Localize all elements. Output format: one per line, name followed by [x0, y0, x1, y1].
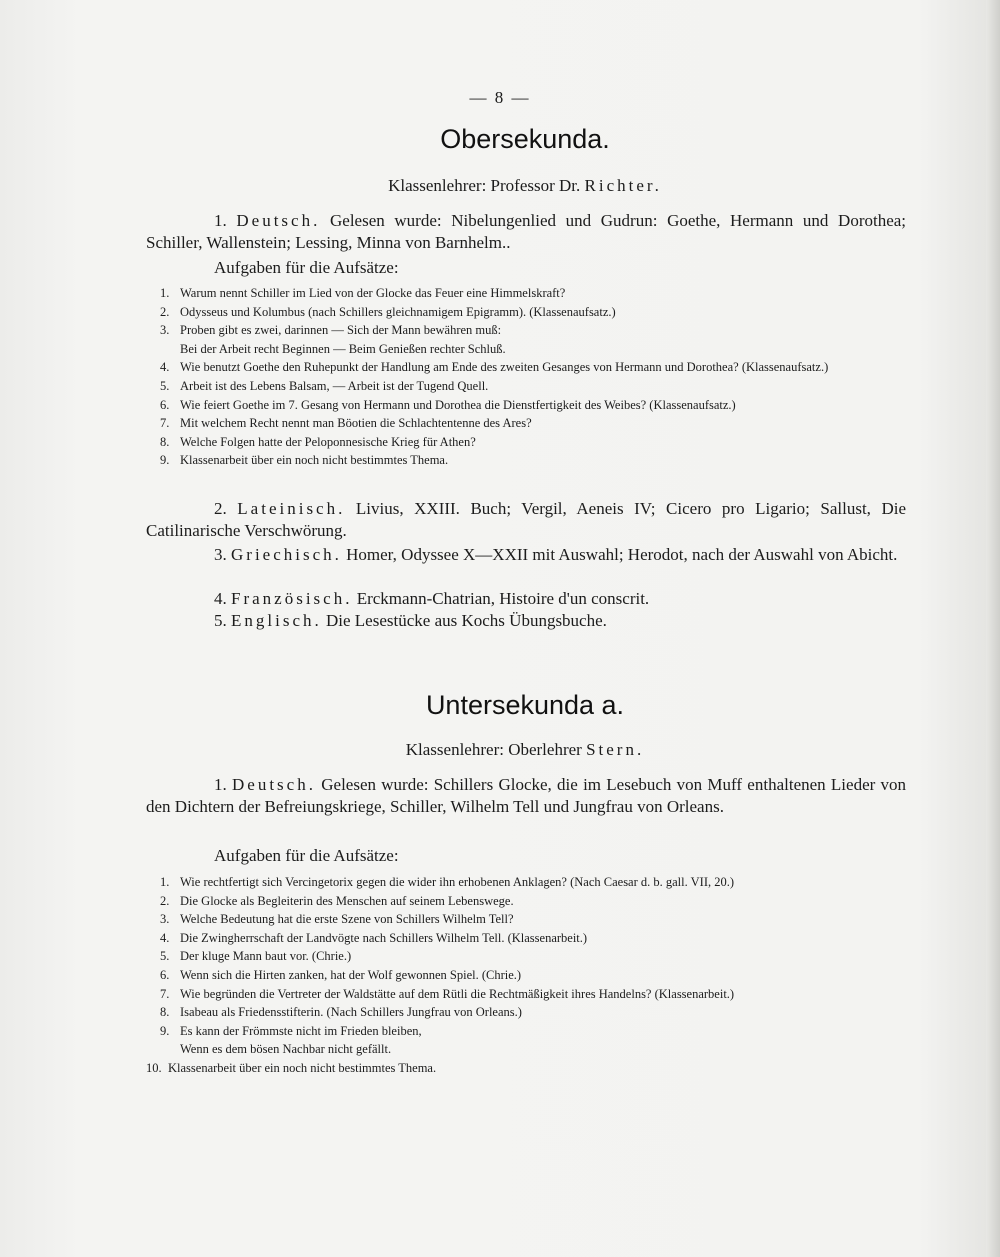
- list-item: 10. Klassenarbeit über ein noch nicht bestimmtes Thema.: [146, 1060, 437, 1075]
- subject-label: Französisch.: [231, 589, 353, 608]
- list-item: 5. Arbeit ist des Lebens Balsam, — Arbeit ist der Tugend Quell.: [160, 378, 489, 393]
- class-teacher-line: [0, 176, 1000, 196]
- list-item: 1. Warum nennt Schiller im Lied von der Glocke das Feuer eine Himmelskraft?: [160, 286, 566, 300]
- class-teacher-line: [0, 740, 1000, 760]
- class-teacher-name: Richter.: [584, 176, 662, 195]
- list-item: 6. Wie feiert Goethe im 7. Gesang von Hermann und Dorothea die Dienstfertigkeit des Weibes? (Klassenaufsatz.): [160, 397, 736, 412]
- list-item: 2. Die Glocke als Begleiterin des Menschen auf seinem Lebenswege.: [160, 893, 514, 908]
- list-item: 7. Mit welchem Recht nennt man Böotien die Schlachtentenne des Ares?: [160, 416, 532, 431]
- list-item: 3. Proben gibt es zwei, darinnen — Sich der Mann bewähren muß:: [160, 323, 502, 338]
- englisch-paragraph: 5. Englisch. Die Lesestücke aus Kochs Übungsbuche.: [214, 611, 607, 630]
- franzoesisch-paragraph: 4. Französisch. Erckmann-Chatrian, Histoire d'un conscrit.: [214, 589, 650, 608]
- latein-paragraph: 2. Lateinisch. Livius, XXIII. Buch; Vergil, Aeneis IV; Cicero pro Ligario; Sallust, Die Catilinarische Verschwörung.: [146, 499, 907, 540]
- subject-text: Gelesen wurde: Nibelungenlied und Gudrun: Goethe, Hermann und Dorothea; Schiller, Wallenstein; Lessing, Minna von Barnhelm..: [146, 211, 907, 252]
- list-item-continuation: Bei der Arbeit recht Beginnen — Beim Genießen rechter Schluß.: [180, 341, 506, 356]
- list-item-continuation: Wenn es dem bösen Nachbar nicht gefällt.: [180, 1042, 392, 1057]
- list-item: 7. Wie begründen die Vertreter der Waldstätte auf dem Rütli die Rechtmäßigkeit ihres Handelns? (Klassenarbeit.): [160, 986, 735, 1001]
- subject-text: Gelesen wurde: Schillers Glocke, die im Lesebuch von Muff enthaltenen Lieder von den Dichtern der Befreiungskriege, Schiller, Wilhelm Tell und Jungfrau von Orleans.: [146, 775, 907, 816]
- list-item: 4. Wie benutzt Goethe den Ruhepunkt der Handlung am Ende des zweiten Gesanges von Hermann und Dorothea? (Klassenaufsatz.): [160, 360, 829, 375]
- list-item: 4. Die Zwingherrschaft der Landvögte nach Schillers Wilhelm Tell. (Klassenarbeit.): [160, 930, 588, 945]
- aufgaben-list: [146, 284, 908, 470]
- aufgaben-list-2: [146, 873, 908, 1078]
- aufgaben-title: Aufgaben für die Aufsätze:: [214, 258, 399, 277]
- subject-number: 1.: [214, 211, 227, 230]
- subject-text: Homer, Odyssee X—XXII mit Auswahl; Herodot, nach der Auswahl von Abicht.: [346, 545, 898, 564]
- page-number: — 8 —: [469, 88, 531, 107]
- subject-label: Lateinisch.: [237, 499, 346, 518]
- subject-label: Deutsch.: [236, 211, 321, 230]
- list-item: 3. Welche Bedeutung hat die erste Szene von Schillers Wilhelm Tell?: [160, 912, 514, 927]
- list-item: 8. Isabeau als Friedensstifterin. (Nach Schillers Jungfrau von Orleans.): [160, 1005, 522, 1020]
- subject-text: Livius, XXIII. Buch; Vergil, Aeneis IV; Cicero pro Ligario; Sallust, Die Catilinarische Verschwörung.: [146, 499, 907, 540]
- list-item: 1. Wie rechtfertigt sich Vercingetorix gegen die wider ihn erhobenen Anklagen? (Nach Caesar d. b. gall. VII, 20.): [160, 875, 735, 889]
- class-teacher-prefix: Klassenlehrer: Professor Dr.: [388, 176, 585, 195]
- class-teacher-name: Stern.: [586, 740, 645, 759]
- list-item: 9. Es kann der Frömmste nicht im Frieden bleiben,: [160, 1023, 422, 1038]
- class-teacher-prefix: Klassenlehrer: Oberlehrer: [405, 740, 587, 759]
- aufgaben-title-2: Aufgaben für die Aufsätze:: [214, 846, 399, 865]
- list-item: 5. Der kluge Mann baut vor. (Chrie.): [160, 949, 352, 964]
- section-title-untersekunda: Untersekunda a.: [425, 690, 625, 720]
- list-item: 2. Odysseus und Kolumbus (nach Schillers gleichnamigem Epigramm). (Klassenaufsatz.): [160, 304, 616, 319]
- subject-label: Griechisch.: [231, 545, 342, 564]
- subject-text: Erckmann-Chatrian, Histoire d'un conscrit.: [356, 589, 650, 608]
- subject-text: Die Lesestücke aus Kochs Übungsbuche.: [326, 611, 607, 630]
- subject-label: Englisch.: [231, 611, 322, 630]
- list-item: 8. Welche Folgen hatte der Peloponnesische Krieg für Athen?: [160, 434, 476, 449]
- deutsch-paragraph-2: 1. Deutsch. Gelesen wurde: Schillers Glocke, die im Lesebuch von Muff enthaltenen Lieder von den Dichtern der Befreiungskriege, Schiller, Wilhelm Tell und Jungfrau von Orleans.: [146, 775, 907, 816]
- list-item: 9. Klassenarbeit über ein noch nicht bestimmtes Thema.: [160, 453, 449, 468]
- deutsch-paragraph: [146, 210, 906, 254]
- section-title-obersekunda: Obersekunda.: [440, 124, 610, 154]
- griechisch-paragraph: 3. Griechisch. Homer, Odyssee X—XXII mit Auswahl; Herodot, nach der Auswahl von Abicht.: [214, 545, 898, 564]
- list-item: 6. Wenn sich die Hirten zanken, hat der Wolf gewonnen Spiel. (Chrie.): [160, 967, 522, 982]
- subject-label: Deutsch.: [232, 775, 316, 794]
